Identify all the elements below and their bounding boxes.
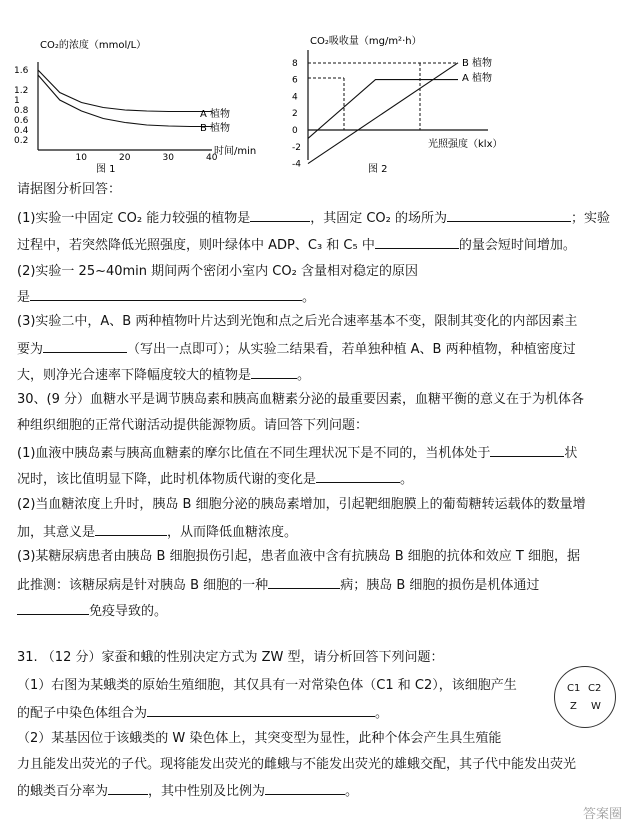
fig1-ylabel: CO₂的浓度（mmol/L） — [40, 40, 147, 51]
p30-q2-text-b: 加，其意义是 — [17, 525, 96, 540]
q1-line-1 — [17, 209, 610, 227]
p31-q2-blank-ratio[interactable] — [265, 782, 345, 795]
p30-q3-line-1: (3)某糖尿病患者由胰岛 B 细胞损伤引起，患者血液中含有抗胰岛 B 细胞的抗体和效应 T 细胞，据 — [17, 549, 580, 564]
q2-line-1: (2)实验一 25~40min 期间两个密闭小室内 CO₂ 含量相对稳定的原因 — [17, 264, 418, 279]
p30-q1-line-2 — [17, 470, 413, 488]
fig1-x-tick-label: 10 — [75, 153, 87, 163]
p30-q1-text-c: 况时，该比值明显下降，此时机体物质代谢的变化是 — [17, 472, 317, 487]
p31-q1-line-1: （1）右图为某蛾类的原始生殖细胞，其仅具有一对常染色体（C1 和 C2），该细胞产生 — [17, 678, 517, 693]
q3-blank-factor[interactable] — [43, 340, 127, 353]
fig2-y-tick-label: 6 — [292, 75, 298, 86]
p30-q1-text-b: 状 — [564, 446, 578, 461]
q3-line-3 — [17, 366, 310, 384]
q1-blank-site[interactable] — [447, 209, 571, 222]
fig2-y-tick-label: 8 — [292, 58, 298, 69]
p31-q2-text-c: 的蛾类百分率为 — [17, 784, 109, 799]
fig2-y-tick-label: 0 — [292, 126, 298, 136]
p30-q3-text-c: 病；胰岛 B 细胞的损伤是机体通过 — [340, 578, 540, 593]
p30-q2-line-2 — [17, 523, 297, 541]
q1-text-c: ；实验 — [571, 211, 611, 226]
p31-q1-line-2 — [17, 704, 388, 722]
chromosome-c2: C2 — [588, 683, 602, 694]
fig1-series-a-line — [38, 70, 212, 112]
fig1-x-tick-label: 30 — [162, 153, 174, 163]
q2-blank-reason[interactable] — [30, 288, 302, 301]
q2-text-c: 。 — [302, 290, 316, 305]
q3-blank-plant[interactable] — [251, 366, 297, 379]
chromosome-z: Z — [570, 701, 577, 712]
p31-q2-text-e: 。 — [345, 784, 359, 799]
cell-diagram — [554, 666, 616, 728]
fig2-y-tick-label: -4 — [292, 159, 301, 170]
fig1-series-b-line — [38, 75, 212, 127]
fig2-y-tick-label: -2 — [292, 142, 301, 153]
p31-q1-text-b: 的配子中染色体组合为 — [17, 706, 148, 721]
fig2-xlabel: 光照强度（klx） — [428, 139, 503, 150]
q1-text-e: 的量会短时间增加。 — [458, 238, 576, 253]
p31-line-1: 31. （12 分）家蚕和蛾的性别决定方式为 ZW 型，请分析回答下列问题： — [17, 650, 444, 665]
fig2-ylabel: CO₂吸收量（mg/m²·h） — [310, 36, 422, 47]
p30-q1-blank-state[interactable] — [490, 444, 564, 457]
fig2-legend-b: B 植物 — [462, 58, 493, 69]
q1-blank-substance[interactable] — [375, 236, 459, 249]
p31-q1-text-c: 。 — [375, 706, 389, 721]
figure-2-co2-absorption — [288, 0, 632, 180]
fig2-caption: 图 2 — [368, 164, 388, 175]
p30-q2-text-c: ，从而降低血糖浓度。 — [167, 525, 298, 540]
fig1-y-tick-label: 0.8 — [14, 106, 29, 116]
fig1-caption: 图 1 — [96, 164, 116, 175]
q1-text-d: 过程中，若突然降低光照强度，则叶绿体中 ADP、C₃ 和 C₅ 中 — [17, 238, 375, 253]
q1-blank-plant[interactable] — [250, 209, 310, 222]
p30-q1-blank-change[interactable] — [316, 470, 400, 483]
fig1-y-tick-label: 0.2 — [14, 136, 29, 146]
p31-q2-blank-percent[interactable] — [108, 782, 148, 795]
fig1-legend-a: A 植物 — [200, 109, 231, 120]
p30-q2-line-1: (2)当血糖浓度上升时，胰岛 B 细胞分泌的胰岛素增加，引起靶细胞膜上的葡萄糖转运载体的数量增 — [17, 497, 586, 512]
p30-q1-text-d: 。 — [400, 472, 414, 487]
q3-text-e: 。 — [297, 368, 311, 383]
p30-q3-line-2 — [17, 576, 539, 594]
p30-q3-text-d: 免疫导致的。 — [89, 604, 168, 619]
p30-q2-blank-meaning[interactable] — [95, 523, 167, 536]
watermark-text: 答案圈 — [582, 807, 622, 822]
q3-text-b: 要为 — [17, 342, 44, 357]
p31-q2-text-d: ，其中性别及比例为 — [148, 784, 266, 799]
p30-q1-text-a: (1)血液中胰岛素与胰高血糖素的摩尔比值在不同生理状况下是不同的，当机体处于 — [17, 446, 491, 461]
p30-q3-text-b: 此推测：该糖尿病是针对胰岛 B 细胞的一种 — [17, 578, 269, 593]
p30-q3-blank-immunity[interactable] — [17, 602, 89, 615]
q3-line-2 — [17, 340, 576, 358]
p31-q2-line-2: 力且能发出荧光的子代。现将能发出荧光的雌蛾与不能发出荧光的雄蛾交配，其子代中能发出荧光 — [17, 757, 577, 772]
p30-q3-line-3 — [17, 602, 167, 620]
chromosome-c1: C1 — [567, 683, 581, 694]
p30-line-2: 种组织细胞的正常代谢活动提供能源物质。请回答下列问题： — [17, 418, 369, 433]
q1-text-b: ，其固定 CO₂ 的场所为 — [310, 211, 447, 226]
figure-1-co2-concentration — [0, 0, 290, 180]
fig1-x-tick-label: 20 — [119, 153, 131, 163]
q3-line-1: (3)实验二中，A、B 两种植物叶片达到光饱和点之后光合速率基本不变，限制其变化的内部因素主 — [17, 314, 578, 329]
p31-q2-line-3 — [17, 782, 358, 800]
p30-q1-line-1 — [17, 444, 577, 462]
chromosome-w: W — [591, 701, 601, 712]
fig1-x-tick-label: 40 — [206, 153, 218, 163]
fig1-y-tick-label: 1 — [14, 96, 20, 106]
q2-line-2 — [17, 288, 315, 306]
q3-text-c: （写出一点即可）；从实验二结果看，若单独种植 A、B 两种植物，种植密度过 — [127, 342, 576, 357]
intro-line: 请据图分析回答： — [17, 182, 122, 197]
fig1-y-tick-label: 0.6 — [14, 116, 29, 126]
q1-line-2 — [17, 236, 576, 254]
q2-text-b: 是 — [17, 290, 31, 305]
p31-q1-blank-gametes[interactable] — [147, 704, 375, 717]
p30-q3-blank-disease[interactable] — [268, 576, 340, 589]
fig2-y-tick-label: 2 — [292, 109, 298, 120]
fig1-y-tick-label: 0.4 — [14, 126, 29, 136]
q3-text-d: 大，则净光合速率下降幅度较大的植物是 — [17, 368, 252, 383]
fig1-legend-b: B 植物 — [200, 123, 231, 134]
fig1-y-tick-label: 1.2 — [14, 86, 29, 96]
p30-line-1: 30、(9 分）血糖水平是调节胰岛素和胰高血糖素分泌的最重要因素，血糖平衡的意义在于为机体各 — [17, 392, 585, 407]
q1-text-a: (1)实验一中固定 CO₂ 能力较强的植物是 — [17, 211, 251, 226]
fig2-y-tick-label: 4 — [292, 92, 298, 103]
p31-q2-line-1: （2）某基因位于该蛾类的 W 染色体上，其突变型为显性，此种个体会产生具生殖能 — [17, 731, 502, 746]
fig2-legend-a: A 植物 — [462, 73, 493, 84]
fig1-xlabel: 时间/min — [214, 146, 257, 157]
fig1-y-tick-label: 1.6 — [14, 66, 29, 76]
